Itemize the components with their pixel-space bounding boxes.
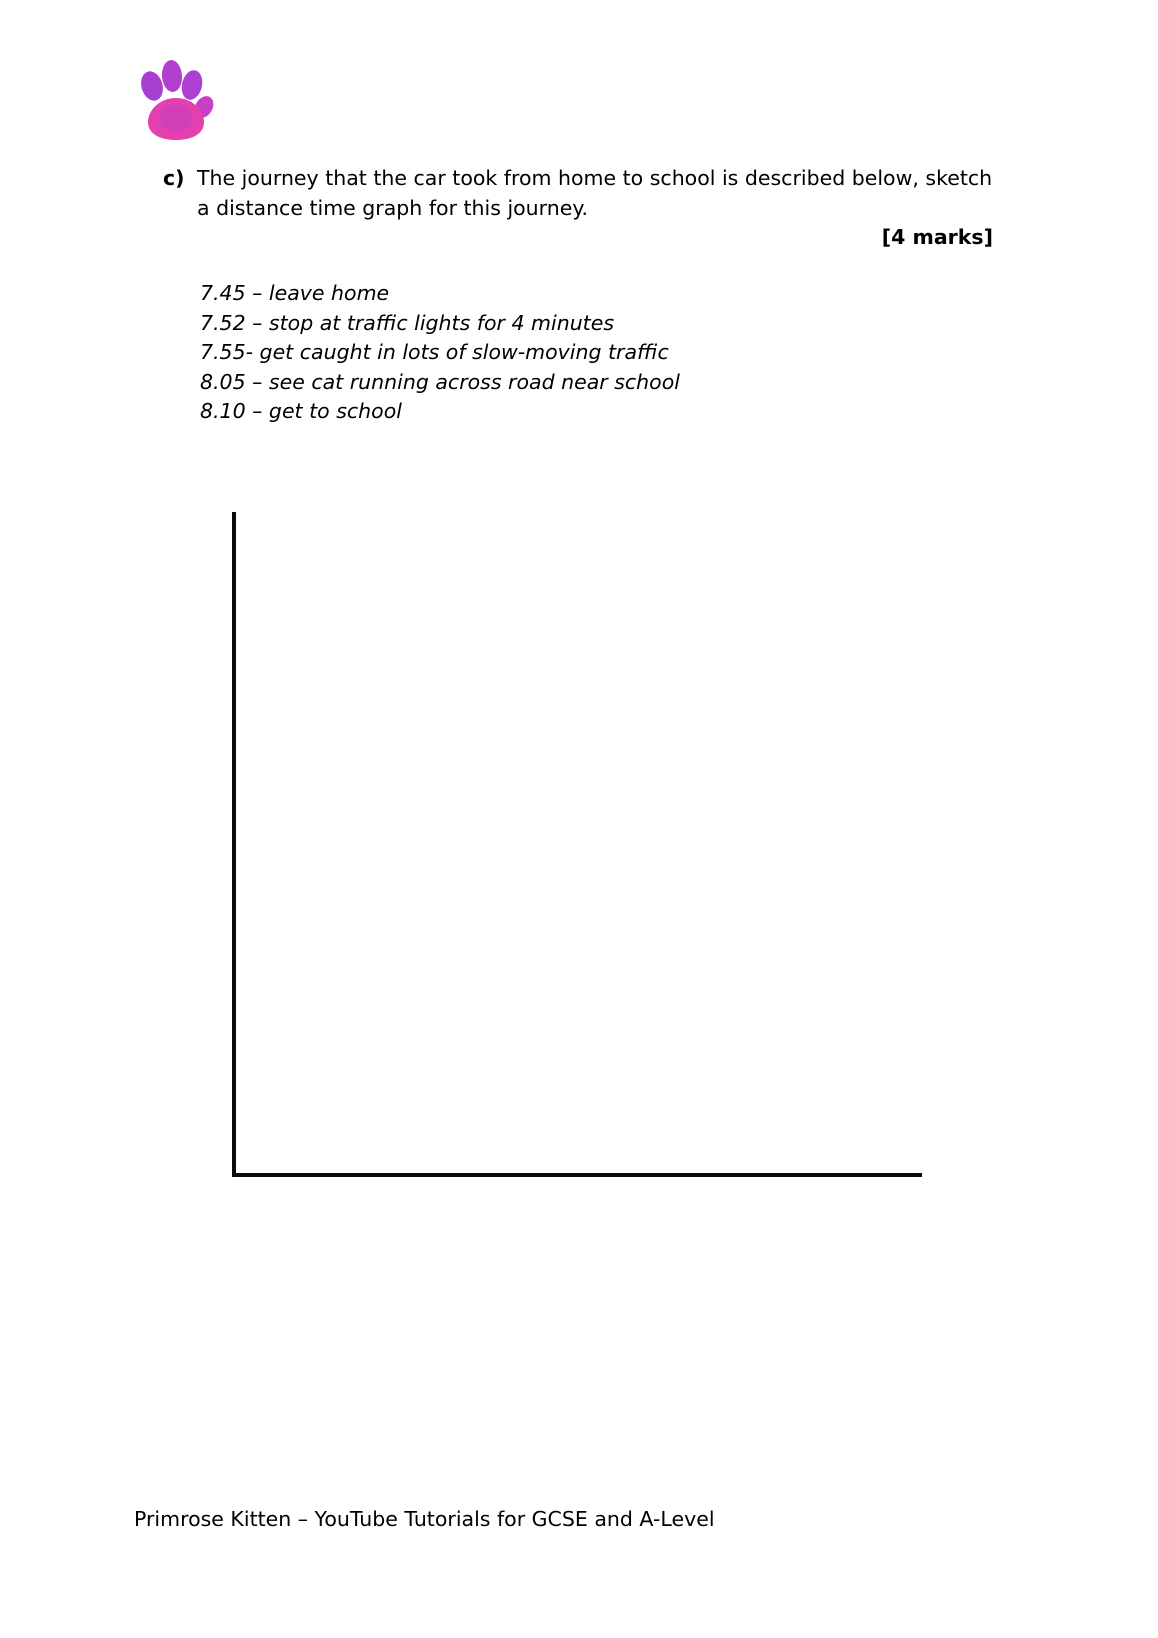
paw-print-logo <box>134 52 218 148</box>
question-row <box>163 163 993 223</box>
blank-graph-axes <box>232 512 922 1177</box>
question-label: c) <box>163 166 185 190</box>
page-footer: Primrose Kitten – YouTube Tutorials for GCSE and A-Level <box>134 1507 715 1531</box>
journey-item: 7.45 – leave home <box>200 281 390 305</box>
x-axis-line <box>232 1173 922 1177</box>
question-block <box>163 163 993 223</box>
journey-list <box>200 279 680 427</box>
paw-print-icon <box>134 52 218 148</box>
marks-allocation: [4 marks] <box>881 225 993 249</box>
question-text: The journey that the car took from home to school is described below, sketch a distance time graph for this journey. <box>197 166 993 220</box>
journey-item: 8.10 – get to school <box>200 399 402 423</box>
journey-item: 7.52 – stop at traffic lights for 4 minutes <box>200 310 615 335</box>
journey-item: 7.55- get caught in lots of slow-moving traffic <box>200 340 669 364</box>
y-axis-line <box>232 512 236 1177</box>
journey-item: 8.05 – see cat running across road near school <box>200 369 680 394</box>
